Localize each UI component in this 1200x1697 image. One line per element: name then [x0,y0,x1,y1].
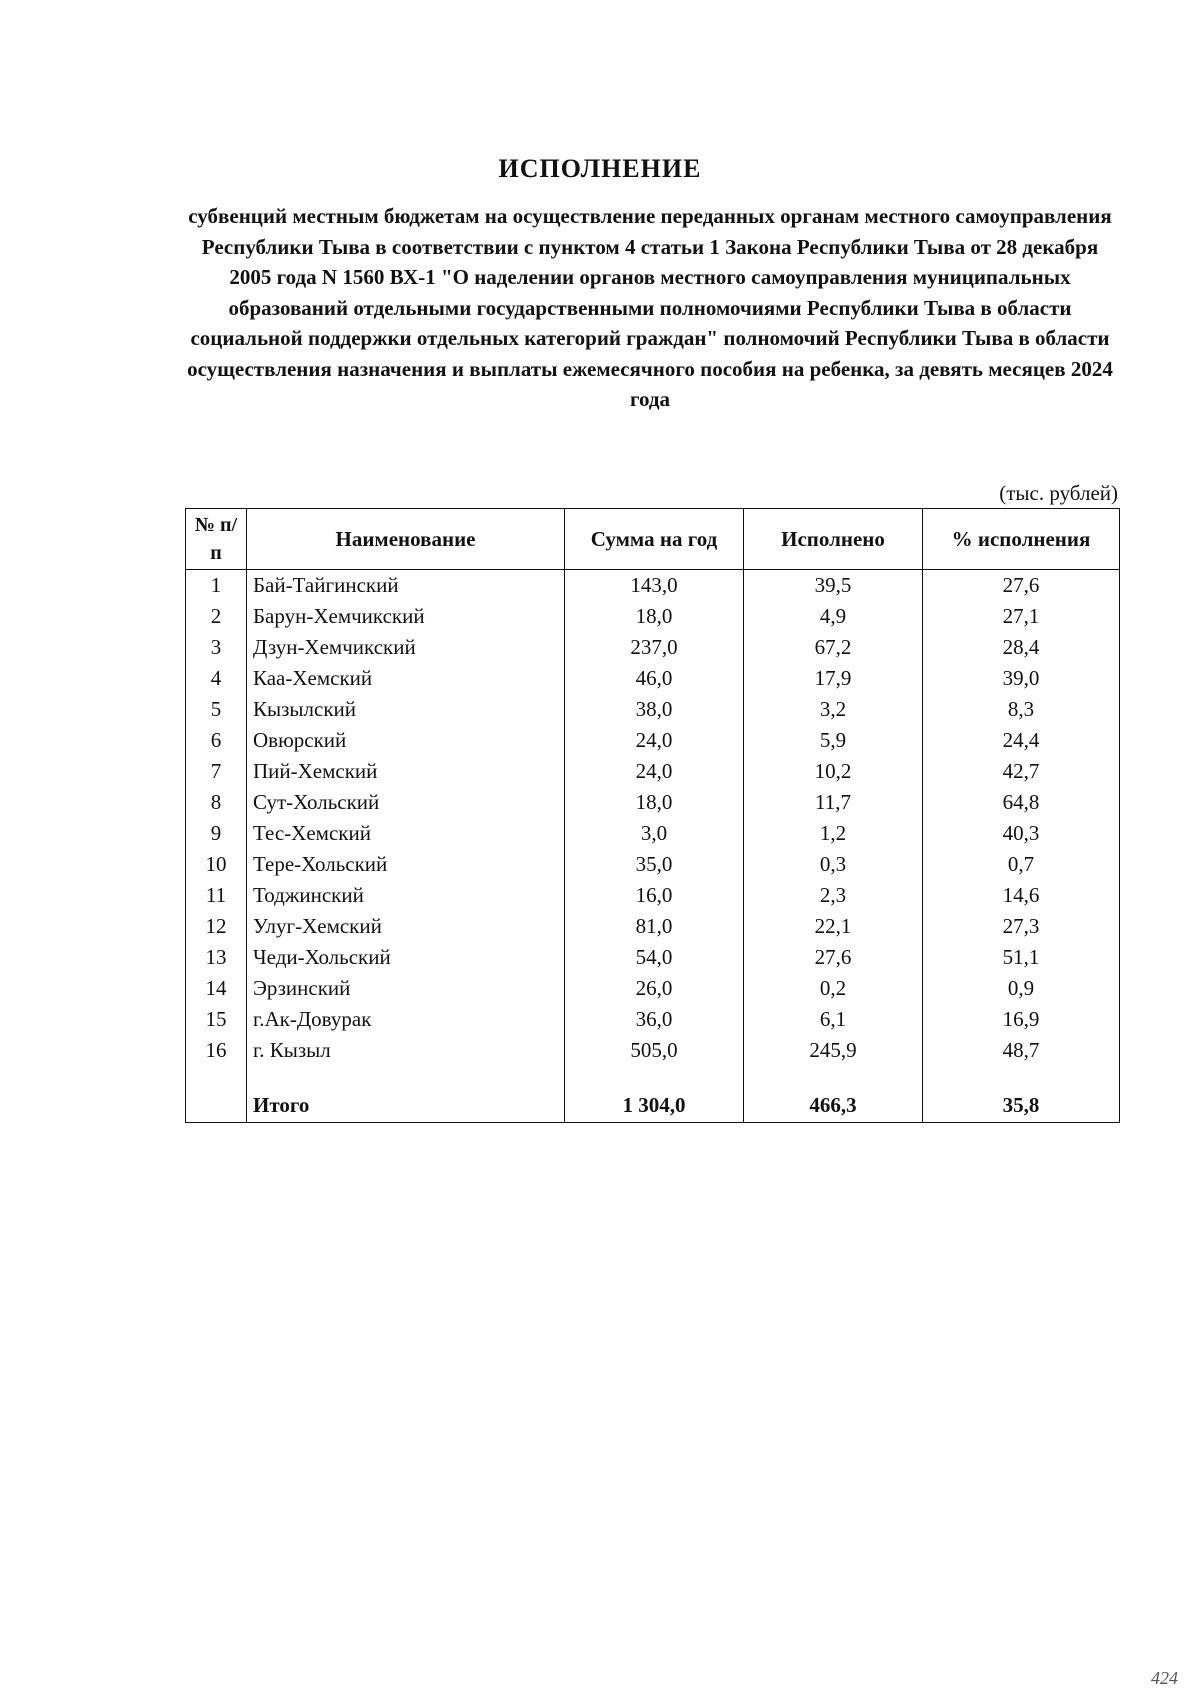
cell-num: 4 [186,663,247,694]
cell-annual: 143,0 [565,570,744,602]
table-row [186,973,1120,1004]
cell-name: Кызылский [247,694,565,725]
header-name: Наименование [247,509,565,570]
spacer-cell [923,1066,1120,1088]
cell-name: Улуг-Хемский [247,911,565,942]
spacer-row [186,1066,1120,1088]
cell-name: Сут-Хольский [247,787,565,818]
units-label: (тыс. рублей) [999,481,1118,505]
cell-percent: 39,0 [923,663,1120,694]
cell-num: 7 [186,756,247,787]
total-row [186,1088,1120,1123]
cell-percent: 0,9 [923,973,1120,1004]
cell-annual: 35,0 [565,849,744,880]
document-subtitle: субвенций местным бюджетам на осуществление переданных органам местного самоуправления Республики Тыва в соответствии с пунктом 4 статьи 1 Закона Республики Тыва от 28 декабря 2005 года N 1560 ВХ-1 "О наделении органов местного самоуправления муниципальных образований отдельными государственными полномочиями Республики Тыва в области социальной поддержки отдельных категорий граждан" полномочий Республики Тыва в области осуществления назначения и выплаты ежемесячного пособия на ребенка, за девять месяцев 2024 года [187,204,1113,411]
cell-annual: 505,0 [565,1035,744,1066]
table-row [186,911,1120,942]
total-name: Итого [247,1088,565,1123]
header-executed: Исполнено [744,509,923,570]
cell-percent: 14,6 [923,880,1120,911]
table-row [186,849,1120,880]
table-row [186,1004,1120,1035]
cell-executed: 22,1 [744,911,923,942]
cell-num: 3 [186,632,247,663]
cell-executed: 2,3 [744,880,923,911]
cell-percent: 27,3 [923,911,1120,942]
spacer-cell [744,1066,923,1088]
cell-percent: 48,7 [923,1035,1120,1066]
spacer-cell [186,1066,247,1088]
cell-percent: 51,1 [923,942,1120,973]
cell-annual: 16,0 [565,880,744,911]
table-row [186,787,1120,818]
table-row [186,818,1120,849]
cell-percent: 40,3 [923,818,1120,849]
table-row [186,756,1120,787]
cell-executed: 6,1 [744,1004,923,1035]
cell-num: 5 [186,694,247,725]
cell-num: 10 [186,849,247,880]
page-number: 424 [1151,1668,1178,1688]
cell-executed: 5,9 [744,725,923,756]
cell-name: Эрзинский [247,973,565,1004]
cell-annual: 54,0 [565,942,744,973]
cell-executed: 3,2 [744,694,923,725]
cell-annual: 3,0 [565,818,744,849]
cell-name: Барун-Хемчикский [247,601,565,632]
cell-annual: 46,0 [565,663,744,694]
cell-executed: 11,7 [744,787,923,818]
cell-name: Тес-Хемский [247,818,565,849]
cell-name: Дзун-Хемчикский [247,632,565,663]
cell-annual: 38,0 [565,694,744,725]
cell-name: Чеди-Хольский [247,942,565,973]
cell-annual: 24,0 [565,725,744,756]
cell-annual: 26,0 [565,973,744,1004]
table-row [186,942,1120,973]
cell-annual: 81,0 [565,911,744,942]
header-row [186,509,1120,570]
cell-annual: 24,0 [565,756,744,787]
cell-percent: 8,3 [923,694,1120,725]
cell-name: Бай-Тайгинский [247,570,565,602]
cell-num: 16 [186,1035,247,1066]
cell-percent: 27,1 [923,601,1120,632]
table-row [186,725,1120,756]
table-row [186,601,1120,632]
cell-executed: 27,6 [744,942,923,973]
cell-executed: 4,9 [744,601,923,632]
spacer-cell [247,1066,565,1088]
table-row [186,663,1120,694]
cell-num: 13 [186,942,247,973]
cell-num: 8 [186,787,247,818]
total-annual: 1 304,0 [565,1088,744,1123]
cell-name: г.Ак-Довурак [247,1004,565,1035]
cell-num: 14 [186,973,247,1004]
spacer-cell [565,1066,744,1088]
cell-annual: 18,0 [565,601,744,632]
total-percent: 35,8 [923,1088,1120,1123]
table-row [186,632,1120,663]
cell-percent: 24,4 [923,725,1120,756]
cell-executed: 0,3 [744,849,923,880]
cell-percent: 64,8 [923,787,1120,818]
total-num-empty [186,1088,247,1123]
cell-num: 9 [186,818,247,849]
cell-executed: 17,9 [744,663,923,694]
cell-executed: 39,5 [744,570,923,602]
header-num: № п/п [186,509,247,570]
cell-percent: 16,9 [923,1004,1120,1035]
cell-percent: 0,7 [923,849,1120,880]
table-row [186,694,1120,725]
cell-num: 12 [186,911,247,942]
cell-name: Пий-Хемский [247,756,565,787]
cell-executed: 0,2 [744,973,923,1004]
cell-percent: 27,6 [923,570,1120,602]
table-body [186,570,1120,1123]
total-executed: 466,3 [744,1088,923,1123]
cell-annual: 18,0 [565,787,744,818]
cell-percent: 28,4 [923,632,1120,663]
table-row [186,570,1120,602]
execution-table [185,508,1120,1123]
table-row [186,1035,1120,1066]
header-annual: Сумма на год [565,509,744,570]
cell-executed: 245,9 [744,1035,923,1066]
cell-executed: 10,2 [744,756,923,787]
cell-executed: 1,2 [744,818,923,849]
cell-name: Каа-Хемский [247,663,565,694]
cell-num: 11 [186,880,247,911]
document-title: ИСПОЛНЕНИЕ [498,154,702,183]
cell-percent: 42,7 [923,756,1120,787]
cell-num: 2 [186,601,247,632]
cell-executed: 67,2 [744,632,923,663]
cell-annual: 237,0 [565,632,744,663]
cell-num: 1 [186,570,247,602]
cell-name: Тере-Хольский [247,849,565,880]
table-row [186,880,1120,911]
cell-annual: 36,0 [565,1004,744,1035]
table-header [186,509,1120,570]
cell-num: 15 [186,1004,247,1035]
cell-name: Тоджинский [247,880,565,911]
cell-num: 6 [186,725,247,756]
cell-name: Овюрский [247,725,565,756]
cell-name: г. Кызыл [247,1035,565,1066]
header-percent: % исполнения [923,509,1120,570]
